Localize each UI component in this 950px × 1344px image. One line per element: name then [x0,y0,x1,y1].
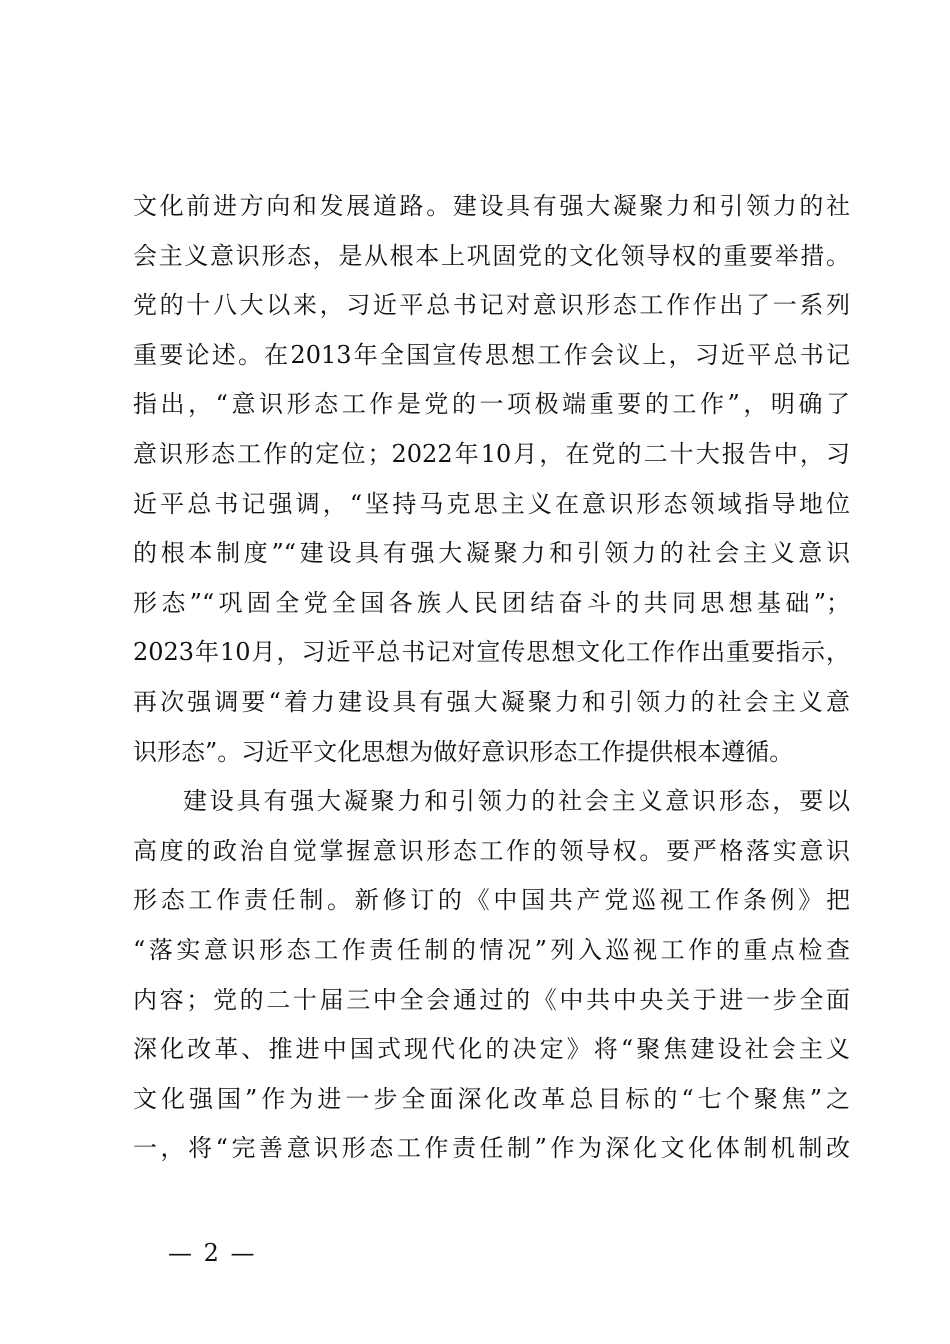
text-line: 一，将“完善意识形态工作责任制”作为深化文化体制机制改 [133,1134,850,1163]
paragraph-1 [133,182,850,777]
text-line: 2023年10月，习近平总书记对宣传思想文化工作作出重要指示， [133,638,850,667]
text-line: 形态工作责任制。新修订的《中国共产党巡视工作条例》把 [133,886,850,915]
text-line: 近平总书记强调，“坚持马克思主义在意识形态领域指导地位 [133,489,850,518]
text-line: 形态”“巩固全党全国各族人民团结奋斗的共同思想基础”； [133,588,850,617]
text-line: 再次强调要“着力建设具有强大凝聚力和引领力的社会主义意 [133,687,850,716]
text-line: 内容；党的二十届三中全会通过的《中共中央关于进一步全面 [133,985,850,1014]
document-body [133,182,850,1174]
text-line: 识形态”。习近平文化思想为做好意识形态工作提供根本遵循。 [133,737,794,766]
text-line: 指出，“意识形态工作是党的一项极端重要的工作”，明确了 [133,390,850,419]
text-line: 党的十八大以来，习近平总书记对意识形态工作作出了一系列 [133,291,850,320]
text-line: 重要论述。在2013年全国宣传思想工作会议上，习近平总书记 [133,340,850,369]
text-line: 深化改革、推进中国式现代化的决定》将“聚焦建设社会主义 [133,1035,850,1064]
text-line: 会主义意识形态，是从根本上巩固党的文化领导权的重要举措。 [133,241,850,270]
page-number: — 2 — [168,1239,257,1267]
text-line: “落实意识形态工作责任制的情况”列入巡视工作的重点检查 [133,935,850,964]
text-line: 文化前进方向和发展道路。建设具有强大凝聚力和引领力的社 [133,192,850,220]
text-line: 意识形态工作的定位；2022年10月，在党的二十大报告中，习 [133,439,850,468]
text-line: 建设具有强大凝聚力和引领力的社会主义意识形态，要以 [183,787,850,816]
text-line: 的根本制度”“建设具有强大凝聚力和引领力的社会主义意识 [133,539,850,568]
paragraph-2 [133,777,850,1174]
text-line: 高度的政治自觉掌握意识形态工作的领导权。要严格落实意识 [133,836,850,865]
text-line: 文化强国”作为进一步全面深化改革总目标的“七个聚焦”之 [133,1084,850,1113]
